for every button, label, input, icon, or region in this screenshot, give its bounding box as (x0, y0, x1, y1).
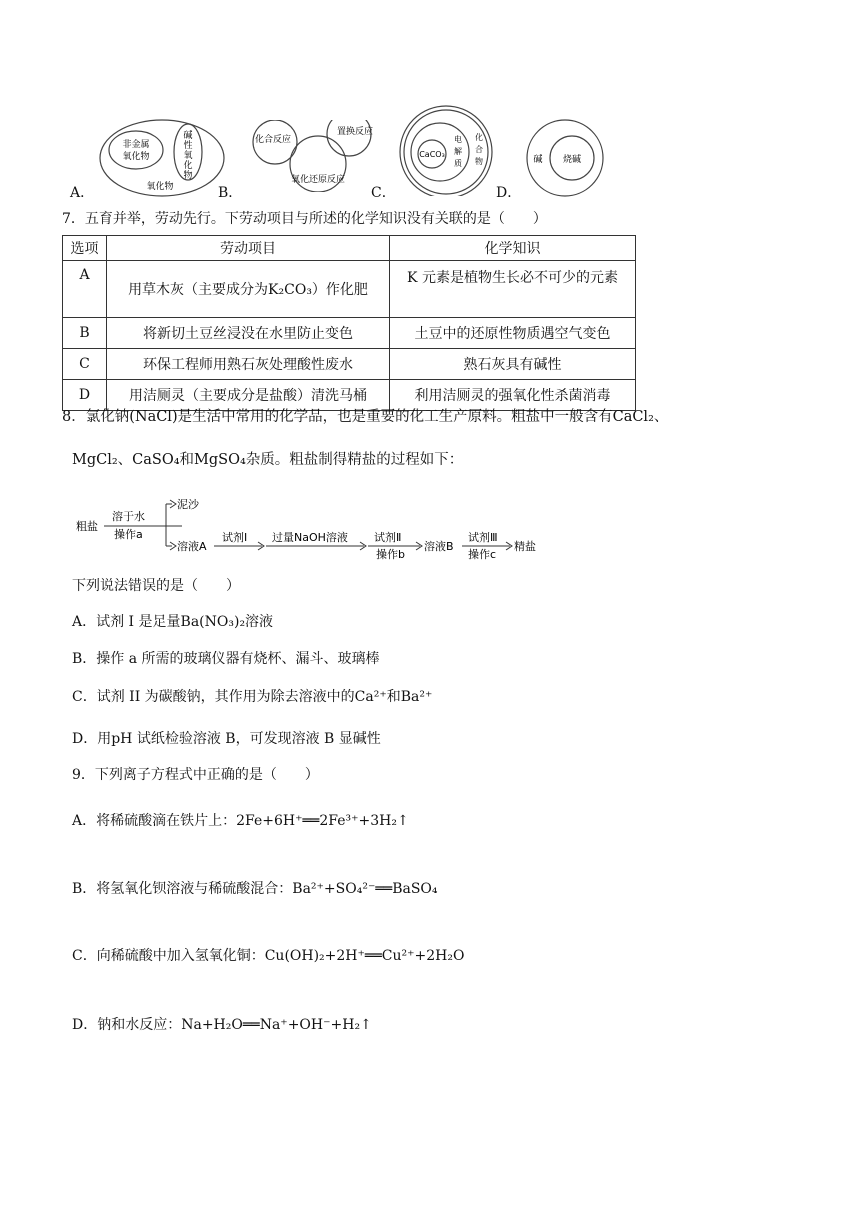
diag-c-label-caco3: CaCO₃ (419, 150, 445, 159)
q8-option-b: B．操作 a 所需的玻璃仪器有烧杯、漏斗、玻璃棒 (72, 651, 380, 667)
svg-text:化: 化 (183, 161, 193, 171)
flow-start: 粗盐 (76, 520, 98, 533)
venn-diagram-b (243, 120, 378, 192)
q8-option-d: D．用pH 试纸检验溶液 B，可发现溶液 B 显碱性 (72, 731, 381, 747)
table-row: C 环保工程师用熟石灰处理酸性废水 熟石灰具有碱性 (63, 349, 636, 380)
diag-a-label-nonmetal-line1: 非金属 (122, 140, 150, 150)
flow-mud: 泥沙 (177, 498, 199, 511)
svg-text:物: 物 (183, 171, 193, 181)
svg-text:解: 解 (454, 147, 462, 156)
venn-diagram-a (98, 118, 228, 200)
venn-diagram-c (396, 104, 500, 196)
flow-solution-b: 溶液B (424, 540, 454, 553)
diag-d-label-caustic-soda: 烧碱 (562, 155, 582, 165)
diag-a-label-oxide: 氧化物 (146, 182, 174, 192)
q8-option-c: C．试剂 II 为碳酸钠，其作用为除去溶液中的Ca²⁺和Ba²⁺ (72, 689, 433, 705)
diag-a-label-basic-1: 碱 (183, 131, 193, 141)
q8-stem-line2: MgCl₂、CaSO₄和MgSO₄杂质。粗盐制得精盐的过程如下： (72, 452, 464, 468)
flow-diagram (74, 494, 544, 566)
venn-diagram-d (524, 118, 606, 198)
q6-option-a: A． (70, 185, 95, 201)
table-row: D 用洁厕灵（主要成分是盐酸）清洗马桶 利用洁厕灵的强氧化性杀菌消毒 (63, 380, 636, 411)
q6-option-b: B． (218, 185, 243, 201)
q6-option-d: D． (496, 185, 522, 201)
q9-option-b: B．将氢氧化钡溶液与稀硫酸混合：Ba²⁺+SO₄²⁻══BaSO₄ (72, 881, 438, 897)
header-knowledge: 化学知识 (390, 236, 636, 261)
diag-b-label-displacement: 置换反应 (336, 127, 374, 137)
table-header-row (63, 236, 636, 261)
diag-d-label-base: 碱 (533, 155, 543, 165)
q7-stem: 7．五育并举，劳动先行。下劳动项目与所述的化学知识没有关联的是（ ） (62, 211, 547, 227)
q9-option-c: C．向稀硫酸中加入氢氧化铜：Cu(OH)₂+2H⁺══Cu²⁺+2H₂O (72, 948, 465, 964)
svg-text:物: 物 (475, 157, 483, 166)
q6-option-c: C． (371, 185, 396, 201)
svg-text:质: 质 (454, 159, 462, 168)
table-row: A 用草木灰（主要成分为K₂CO₃）作化肥 K 元素是植物生长必不可少的元素 (63, 261, 636, 318)
flow-end: 精盐 (514, 540, 536, 553)
flow-naoh: 过量NaOH溶液 (272, 531, 348, 544)
q9-stem: 9．下列离子方程式中正确的是（ ） (72, 767, 319, 783)
q9-option-a: A．将稀硫酸滴在铁片上：2Fe+6H⁺══2Fe³⁺+3H₂↑ (72, 813, 409, 829)
flow-reagent-2: 试剂Ⅱ (374, 531, 402, 544)
flow-step1-bottom: 操作a (114, 528, 143, 541)
diag-a-label-nonmetal-line2: 氧化物 (122, 152, 150, 162)
flow-reagent-1: 试剂Ⅰ (222, 531, 248, 544)
flow-op-b: 操作b (376, 548, 405, 561)
header-project: 劳动项目 (107, 236, 390, 261)
svg-text:合: 合 (475, 145, 483, 154)
q8-question: 下列说法错误的是（ ） (72, 578, 240, 594)
svg-text:性: 性 (183, 141, 193, 151)
flow-step1-top: 溶于水 (112, 510, 145, 523)
q8-option-a: A．试剂 I 是足量Ba(NO₃)₂溶液 (72, 614, 274, 630)
flow-reagent-3: 试剂Ⅲ (468, 531, 498, 544)
flow-op-c: 操作c (468, 548, 497, 561)
diag-b-label-combination: 化合反应 (254, 135, 292, 145)
table-row: B 将新切土豆丝浸没在水里防止变色 土豆中的还原性物质遇空气变色 (63, 318, 636, 349)
svg-text:氧: 氧 (183, 151, 193, 161)
diag-c-label-electrolyte: 电 (454, 135, 462, 144)
q9-option-d: D．钠和水反应：Na+H₂O══Na⁺+OH⁻+H₂↑ (72, 1017, 372, 1033)
flow-solution-a: 溶液A (177, 540, 207, 553)
q7-table (62, 235, 636, 411)
header-option: 选项 (63, 236, 107, 261)
diag-c-label-compound: 化 (475, 133, 483, 142)
diag-b-label-redox: 氧化还原反应 (290, 175, 346, 185)
q8-stem-line1: 8．氯化钠(NaCl)是生活中常用的化学品，也是重要的化工生产原料。粗盐中一般含有CaCl₂、 (62, 409, 669, 425)
